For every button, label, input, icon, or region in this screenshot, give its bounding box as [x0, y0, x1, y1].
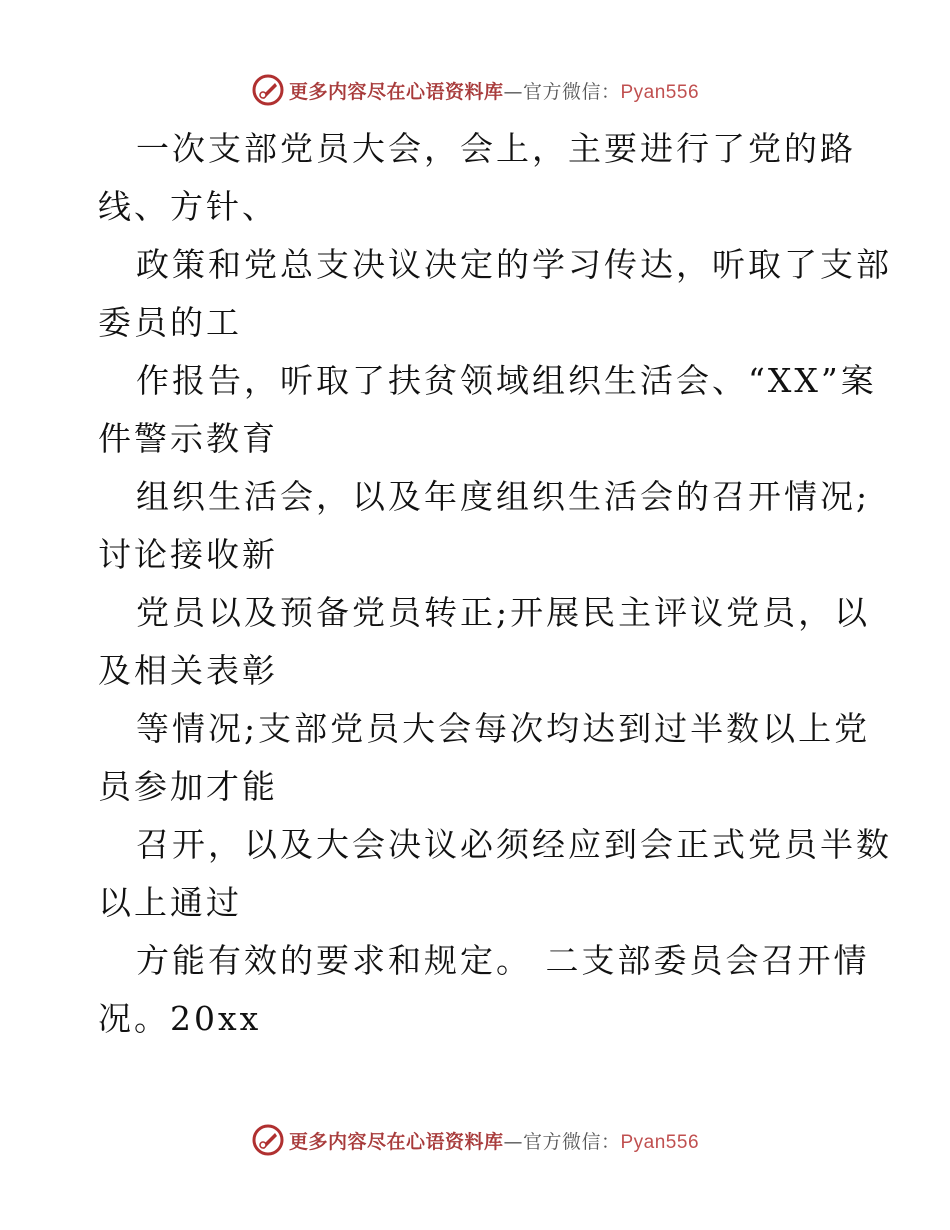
banner-brand-text: 更多内容尽在心语资料库: [288, 1130, 504, 1153]
text-line: 员参加才能: [98, 767, 278, 806]
text-line: 线、方针、: [98, 187, 278, 226]
text-line: 以上通过: [98, 883, 242, 922]
text-line: 作报告，听取了扶贫领域组织生活会、“XX”案: [136, 361, 877, 400]
text-line: 等情况;支部党员大会每次均达到过半数以上党: [136, 709, 871, 748]
quill-logo-icon: [251, 73, 285, 107]
banner-text: [289, 1127, 699, 1154]
footer-watermark-banner: [0, 1120, 950, 1160]
text-line: 及相关表彰: [98, 651, 278, 690]
banner-separator: —: [503, 1130, 523, 1153]
banner-wechat-id: Pyan556: [620, 81, 700, 103]
text-line: 一次支部党员大会，会上，主要进行了党的路: [136, 129, 856, 168]
document-body: [98, 120, 892, 1048]
banner-official-label: 官方微信：: [522, 1130, 621, 1153]
text-line: 况。20xx: [98, 999, 262, 1038]
banner-text: [289, 77, 699, 104]
text-line: 方能有效的要求和规定。 二支部委员会召开情: [136, 941, 870, 980]
text-line: 件警示教育: [98, 419, 278, 458]
text-line: 召开，以及大会决议必须经应到会正式党员半数: [136, 825, 892, 864]
banner-brand-text: 更多内容尽在心语资料库: [288, 80, 504, 103]
banner-wechat-id: Pyan556: [620, 1131, 700, 1153]
banner-separator: —: [503, 80, 523, 103]
quill-logo-icon: [251, 1123, 285, 1157]
text-line: 党员以及预备党员转正;开展民主评议党员，以: [136, 593, 871, 632]
text-line: 讨论接收新: [98, 535, 278, 574]
header-watermark-banner: [0, 70, 950, 110]
text-line: 委员的工: [98, 303, 242, 342]
text-line: 政策和党总支决议决定的学习传达，听取了支部: [136, 245, 892, 284]
text-line: 组织生活会，以及年度组织生活会的召开情况;: [136, 477, 871, 516]
banner-official-label: 官方微信：: [522, 80, 621, 103]
